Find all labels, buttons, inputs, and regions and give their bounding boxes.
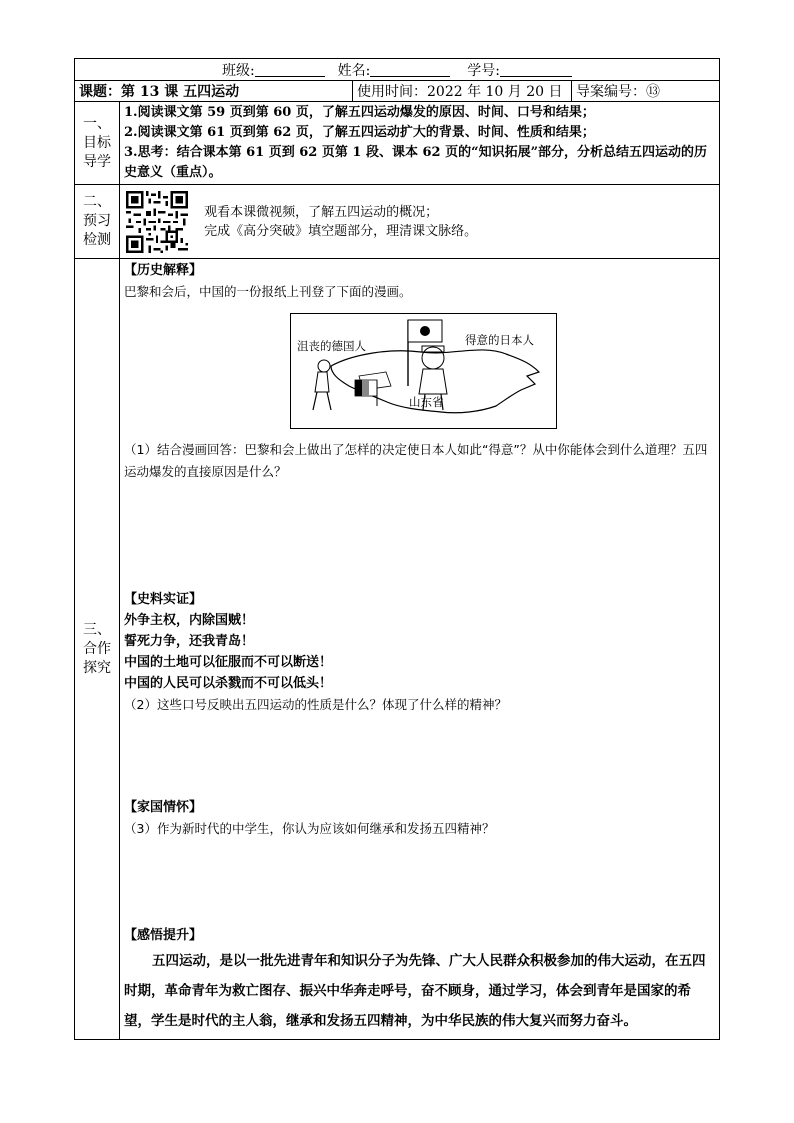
insight-paragraph: 五四运动，是以一批先进青年和知识分子为先锋、广大人民群众积极参加的伟大运动，在五四时期，革命青年为救亡图存、振兴中华奔走呼号，奋不顾身，通过学习，体会到青年是国家的希望，学生是时代的主人翁，继承和发扬五四精神，为中华民族的伟大复兴而努力奋斗。 [124, 953, 706, 1029]
id-label: 学号: [467, 62, 500, 79]
section-number: 一、 [83, 115, 111, 132]
section-explore-label [75, 259, 120, 1040]
meta-row [75, 81, 720, 102]
section-label-line: 检测 [83, 232, 111, 248]
section-number: 二、 [83, 194, 111, 210]
part-title-history: 【历史解释】 [124, 263, 203, 278]
guide-number-cell [572, 81, 720, 102]
section-goals-row [75, 102, 720, 185]
section-goals-label [75, 102, 120, 185]
answer-space-1[interactable] [124, 483, 715, 590]
class-label: 班级: [222, 62, 255, 79]
topic-cell [75, 81, 353, 102]
goal-item: 2.阅读课文第 61 页到第 62 页，了解五四运动扩大的背景、时间、性质和结果； [124, 125, 595, 140]
slogan: 誓死力争，还我青岛！ [124, 634, 255, 649]
part-title-insight: 【感悟提升】 [124, 928, 203, 943]
part-intro: 巴黎和会后，中国的一份报纸上刊登了下面的漫画。 [124, 284, 412, 299]
date-cell [353, 81, 572, 102]
name-blank[interactable] [370, 62, 450, 77]
slogan: 中国的人民可以杀戮而不可以低头！ [124, 676, 333, 691]
section-label-line: 合作 [83, 640, 111, 657]
section-number: 三、 [83, 621, 111, 638]
qr-code-icon[interactable] [126, 191, 188, 253]
goal-item: 3.思考：结合课本第 61 页到 62 页第 1 段、课本 62 页的“知识拓展”部分，分析总结五四运动的历史意义（重点）。 [124, 145, 708, 180]
cartoon-label-bottom: 山东省 [409, 395, 444, 409]
worksheet-table [74, 58, 720, 1040]
part-title-patriotism: 【家国情怀】 [124, 800, 203, 815]
answer-space-2[interactable] [124, 716, 715, 798]
section-explore-row [75, 259, 720, 1040]
id-blank[interactable] [500, 62, 572, 77]
section-label-line: 导学 [83, 153, 111, 170]
part-title-evidence: 【史料实证】 [124, 592, 203, 607]
section-label-line: 预习 [83, 213, 111, 229]
question-1: （1）结合漫画回答：巴黎和会上做出了怎样的决定使日本人如此“得意”？从中你能体会到什么道理？五四运动爆发的直接原因是什么？ [124, 442, 708, 479]
section-preview-label [75, 185, 120, 259]
student-info-row [75, 59, 720, 81]
preview-task: 观看本课微视频，了解五四运动的概况； [204, 204, 439, 220]
section-label-line: 探究 [83, 659, 111, 676]
cartoon-label-right: 得意的日本人 [465, 333, 534, 347]
student-info-cell [75, 59, 720, 81]
worksheet [74, 58, 719, 1040]
question-2: （2）这些口号反映出五四运动的性质是什么？体现了什么样的精神？ [124, 697, 507, 712]
cartoon-image [290, 313, 557, 429]
slogan: 中国的土地可以征服而不可以断送！ [124, 655, 333, 670]
section-preview-content [120, 185, 720, 259]
preview-task: 完成《高分突破》填空题部分，理清课文脉络。 [204, 223, 478, 239]
section-label-line: 目标 [83, 134, 111, 151]
cartoon-label-left: 沮丧的德国人 [297, 339, 366, 353]
section-goals-content [120, 102, 720, 185]
class-blank[interactable] [255, 62, 325, 77]
preview-tasks [204, 203, 477, 241]
usage-date: 使用时间：2022 年 10 月 20 日 [357, 84, 563, 100]
lesson-topic: 课题：第 13 课 五四运动 [79, 84, 240, 100]
guide-number: 导案编号：⑬ [576, 84, 660, 100]
goal-item: 1.阅读课文第 59 页到第 60 页，了解五四运动爆发的原因、时间、口号和结果； [124, 105, 595, 120]
slogan: 外争主权，内除国贼！ [124, 613, 255, 628]
section-preview-row [75, 185, 720, 259]
answer-space-3[interactable] [124, 840, 715, 926]
question-3: （3）作为新时代的中学生，你认为应该如何继承和发扬五四精神？ [124, 821, 495, 836]
section-explore-content [120, 259, 720, 1040]
name-label: 姓名: [337, 62, 371, 79]
